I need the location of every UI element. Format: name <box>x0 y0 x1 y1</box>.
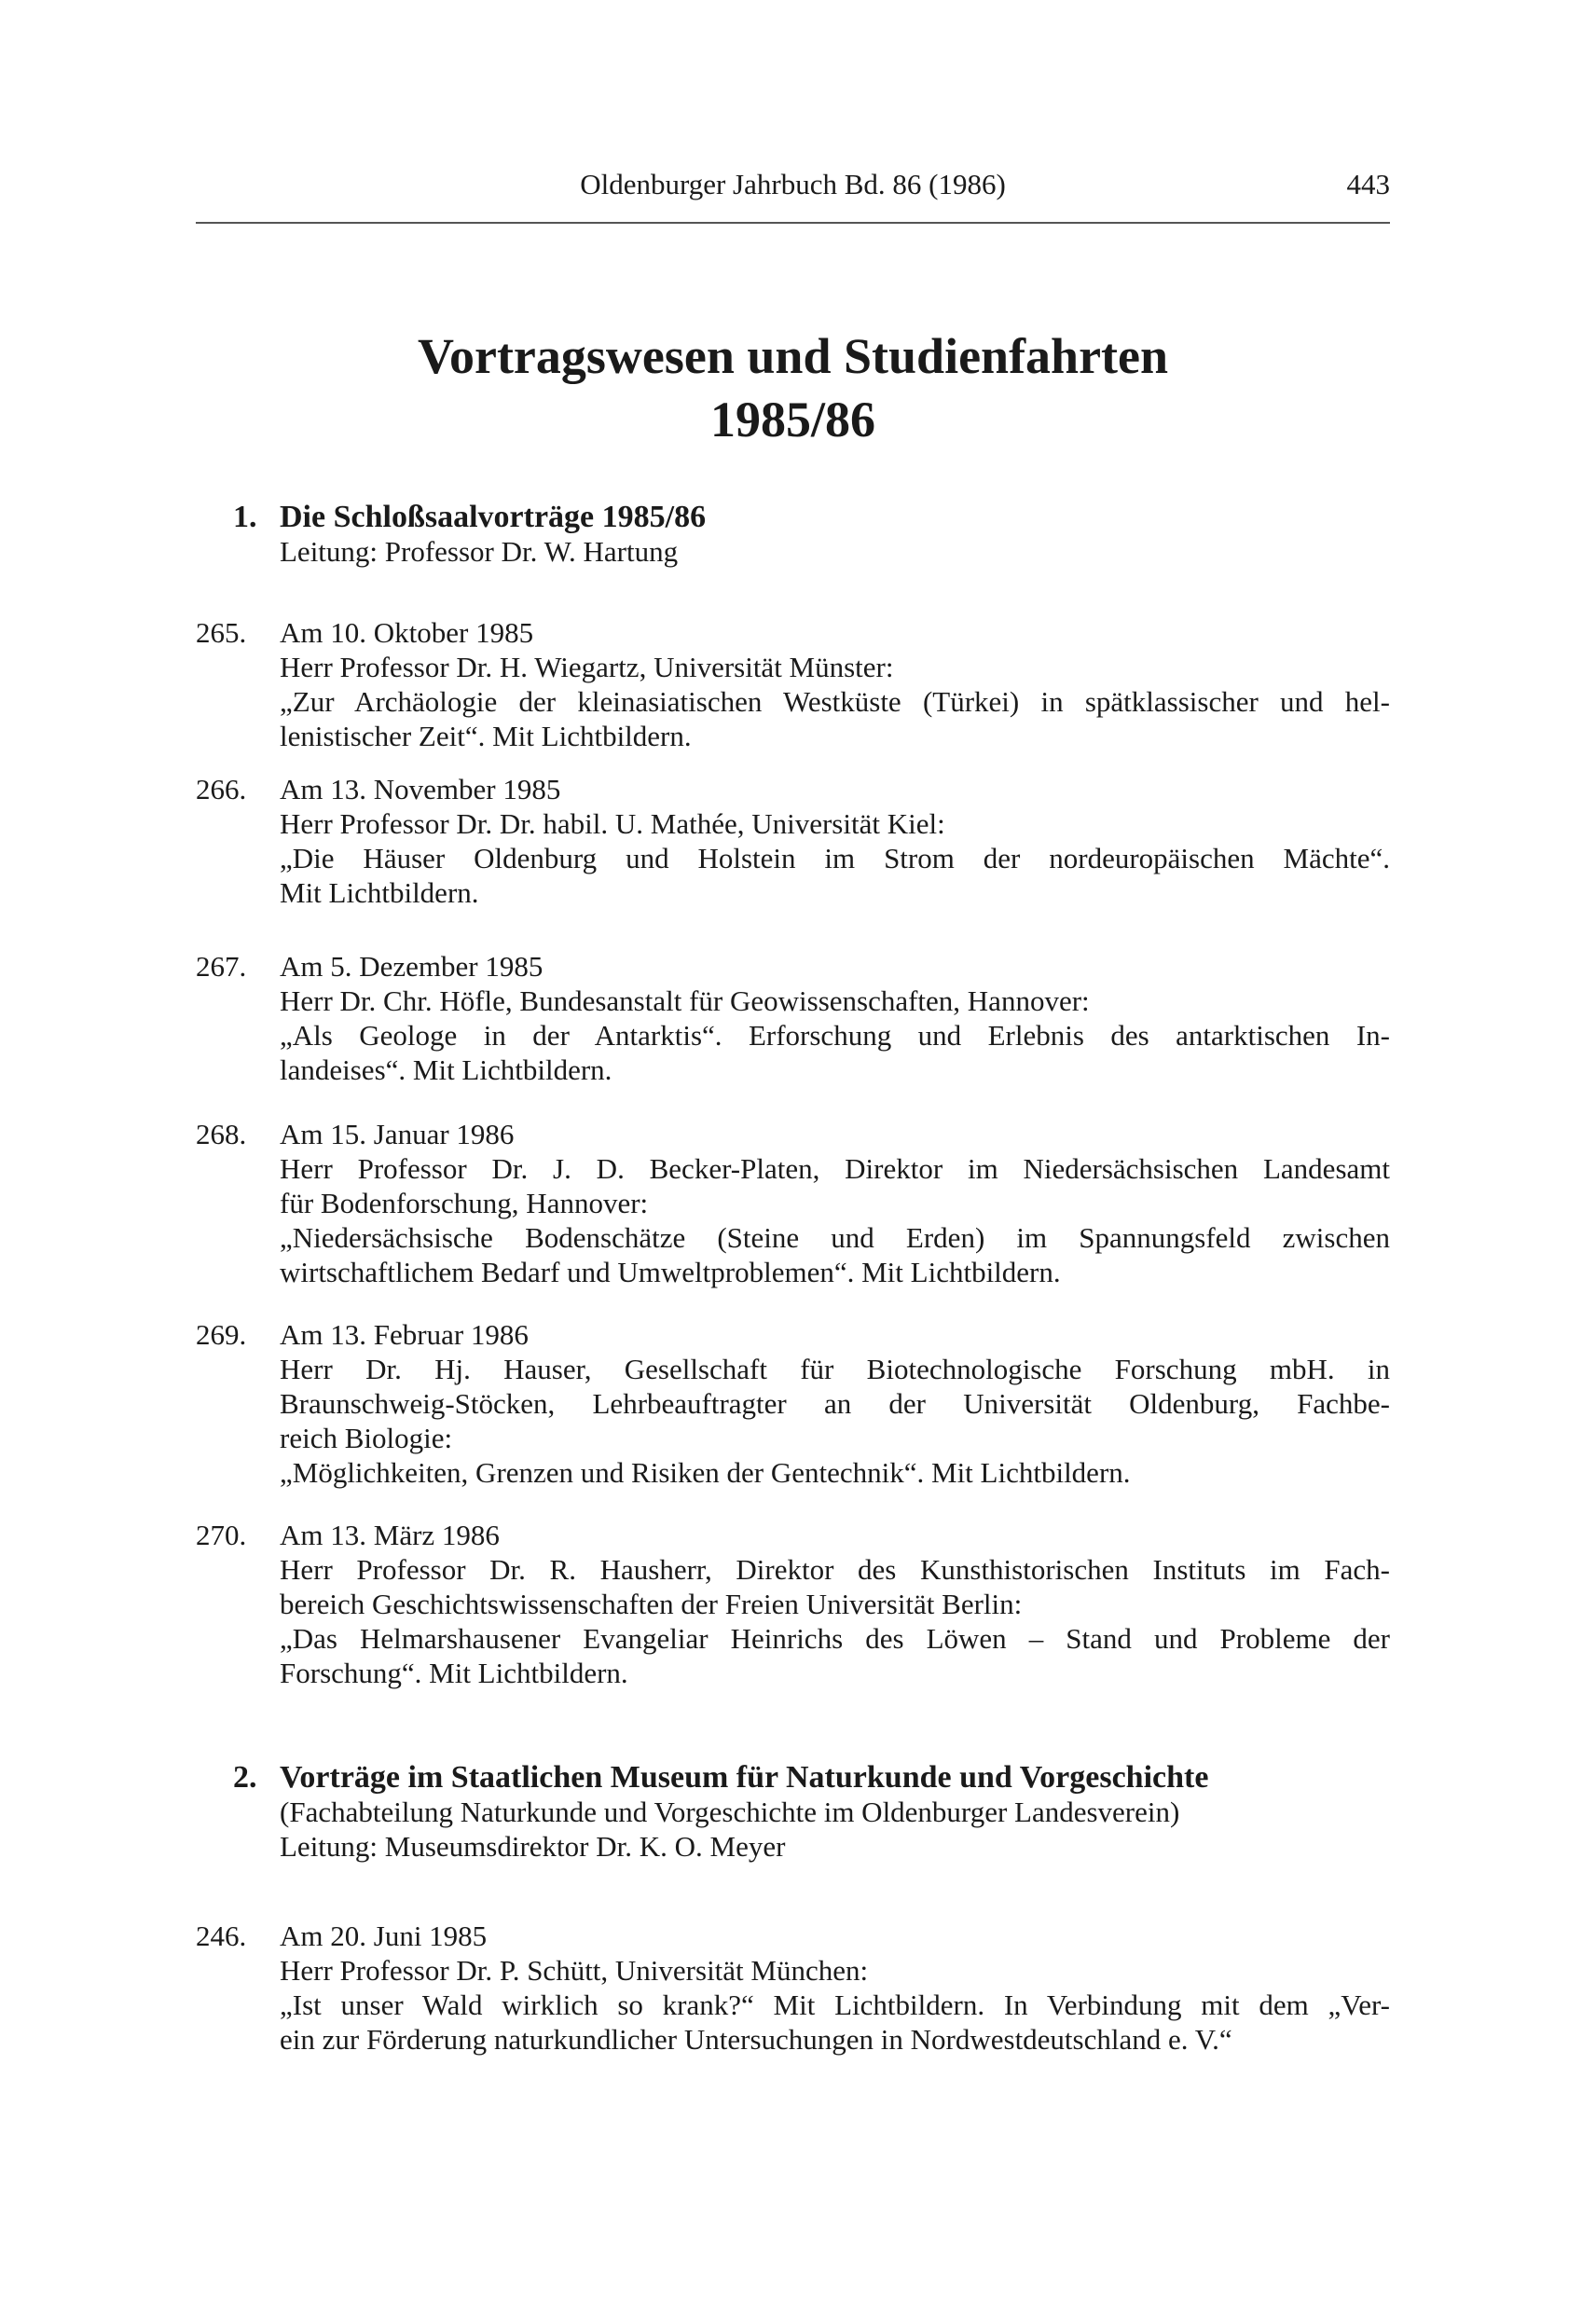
running-header <box>196 168 1390 205</box>
text-line: Am 10. Oktober 1985 <box>280 616 534 649</box>
header-rule <box>196 222 1390 224</box>
lecture-entry <box>196 1518 1390 1690</box>
text-line: Am 20. Juni 1985 <box>280 1920 488 1952</box>
text-line: Herr Professor Dr. H. Wiegartz, Universität Münster: <box>280 651 894 683</box>
page-number: 443 <box>1346 168 1390 200</box>
text-line: lenistischer Zeit“. Mit Lichtbildern. <box>280 720 692 752</box>
text-line: Herr Professor Dr. P. Schütt, Universität München: <box>280 1954 869 1987</box>
page-title <box>196 324 1390 451</box>
entry-number: 268. <box>196 1118 247 1150</box>
lecture-entry <box>196 1317 1390 1490</box>
text-line: Forschung“. Mit Lichtbildern. <box>280 1657 628 1689</box>
running-title: Oldenburger Jahrbuch Bd. 86 (1986) <box>580 168 1006 200</box>
text-line: „Niedersächsische Bodenschätze (Steine und Erden) im Spannungsfeld zwischen <box>280 1221 1390 1254</box>
text-line: Herr Dr. Chr. Höfle, Bundesanstalt für Geowissenschaften, Hannover: <box>280 984 1090 1017</box>
title-line: Vortragswesen und Studienfahrten <box>417 328 1169 384</box>
text-line: „Ist unser Wald wirklich so krank?“ Mit Lichtbildern. In Verbindung mit dem „Ver- <box>280 1989 1390 2021</box>
text-line: Am 5. Dezember 1985 <box>280 950 543 983</box>
text-line: (Fachabteilung Naturkunde und Vorgeschichte im Oldenburger Landesverein) <box>280 1796 1180 1828</box>
lecture-entry <box>196 772 1390 910</box>
lecture-entry <box>196 1919 1390 2057</box>
text-line: „Das Helmarshausener Evangeliar Heinrichs des Löwen – Stand und Probleme der <box>280 1622 1390 1655</box>
section1-heading <box>196 500 1390 569</box>
text-line: „Als Geologe in der Antarktis“. Erforschung und Erlebnis des antarktischen In- <box>280 1019 1390 1052</box>
text-line: Leitung: Museumsdirektor Dr. K. O. Meyer <box>280 1830 786 1863</box>
text-line: ein zur Förderung naturkundlicher Untersuchungen in Nordwestdeutschland e. V.“ <box>280 2023 1232 2056</box>
lecture-entry <box>196 949 1390 1087</box>
text-line: Herr Professor Dr. J. D. Becker-Platen, Direktor im Niedersächsischen Landesamt <box>280 1152 1390 1185</box>
entry-number: 265. <box>196 616 247 649</box>
text-line: wirtschaftlichem Bedarf und Umweltproblemen“. Mit Lichtbildern. <box>280 1256 1061 1288</box>
entry-number: 266. <box>196 773 247 805</box>
title-year: 1985/86 <box>709 392 875 447</box>
text-line: für Bodenforschung, Hannover: <box>280 1187 649 1219</box>
section-number: 2. <box>233 1760 257 1795</box>
entry-number: 267. <box>196 950 247 983</box>
text-line: Am 13. Februar 1986 <box>280 1318 529 1351</box>
entry-number: 270. <box>196 1519 247 1551</box>
text-line: Am 13. November 1985 <box>280 773 561 805</box>
entry-number: 269. <box>196 1318 247 1351</box>
text-line: Mit Lichtbildern. <box>280 876 479 909</box>
text-line: Leitung: Professor Dr. W. Hartung <box>280 535 679 568</box>
text-line: Am 13. März 1986 <box>280 1519 500 1551</box>
entry-number: 246. <box>196 1920 247 1952</box>
section2-heading <box>196 1760 1390 1864</box>
section-heading: Vorträge im Staatlichen Museum für Naturkunde und Vorgeschichte <box>280 1760 1209 1795</box>
text-line: landeises“. Mit Lichtbildern. <box>280 1053 612 1086</box>
text-line: Herr Dr. Hj. Hauser, Gesellschaft für Biotechnologische Forschung mbH. in <box>280 1353 1390 1385</box>
text-line: „Möglichkeiten, Grenzen und Risiken der Gentechnik“. Mit Lichtbildern. <box>280 1456 1131 1489</box>
text-line: Herr Professor Dr. Dr. habil. U. Mathée, Universität Kiel: <box>280 807 945 840</box>
text-line: „Zur Archäologie der kleinasiatischen Westküste (Türkei) in spätklassischer und hel- <box>280 685 1390 718</box>
text-line: Am 15. Januar 1986 <box>280 1118 515 1150</box>
lecture-entry <box>196 615 1390 753</box>
text-line: bereich Geschichtswissenschaften der Freien Universität Berlin: <box>280 1588 1023 1620</box>
text-line: „Die Häuser Oldenburg und Holstein im Strom der nordeuropäischen Mächte“. <box>280 842 1390 874</box>
section-number: 1. <box>233 500 257 534</box>
text-line: reich Biologie: <box>280 1422 453 1454</box>
lecture-entry <box>196 1117 1390 1289</box>
text-line: Braunschweig-Stöcken, Lehrbeauftragter an der Universität Oldenburg, Fachbe- <box>280 1387 1390 1420</box>
text-line: Herr Professor Dr. R. Hausherr, Direktor des Kunsthistorischen Instituts im Fach- <box>280 1553 1390 1586</box>
section-heading: Die Schloßsaalvorträge 1985/86 <box>280 500 707 534</box>
